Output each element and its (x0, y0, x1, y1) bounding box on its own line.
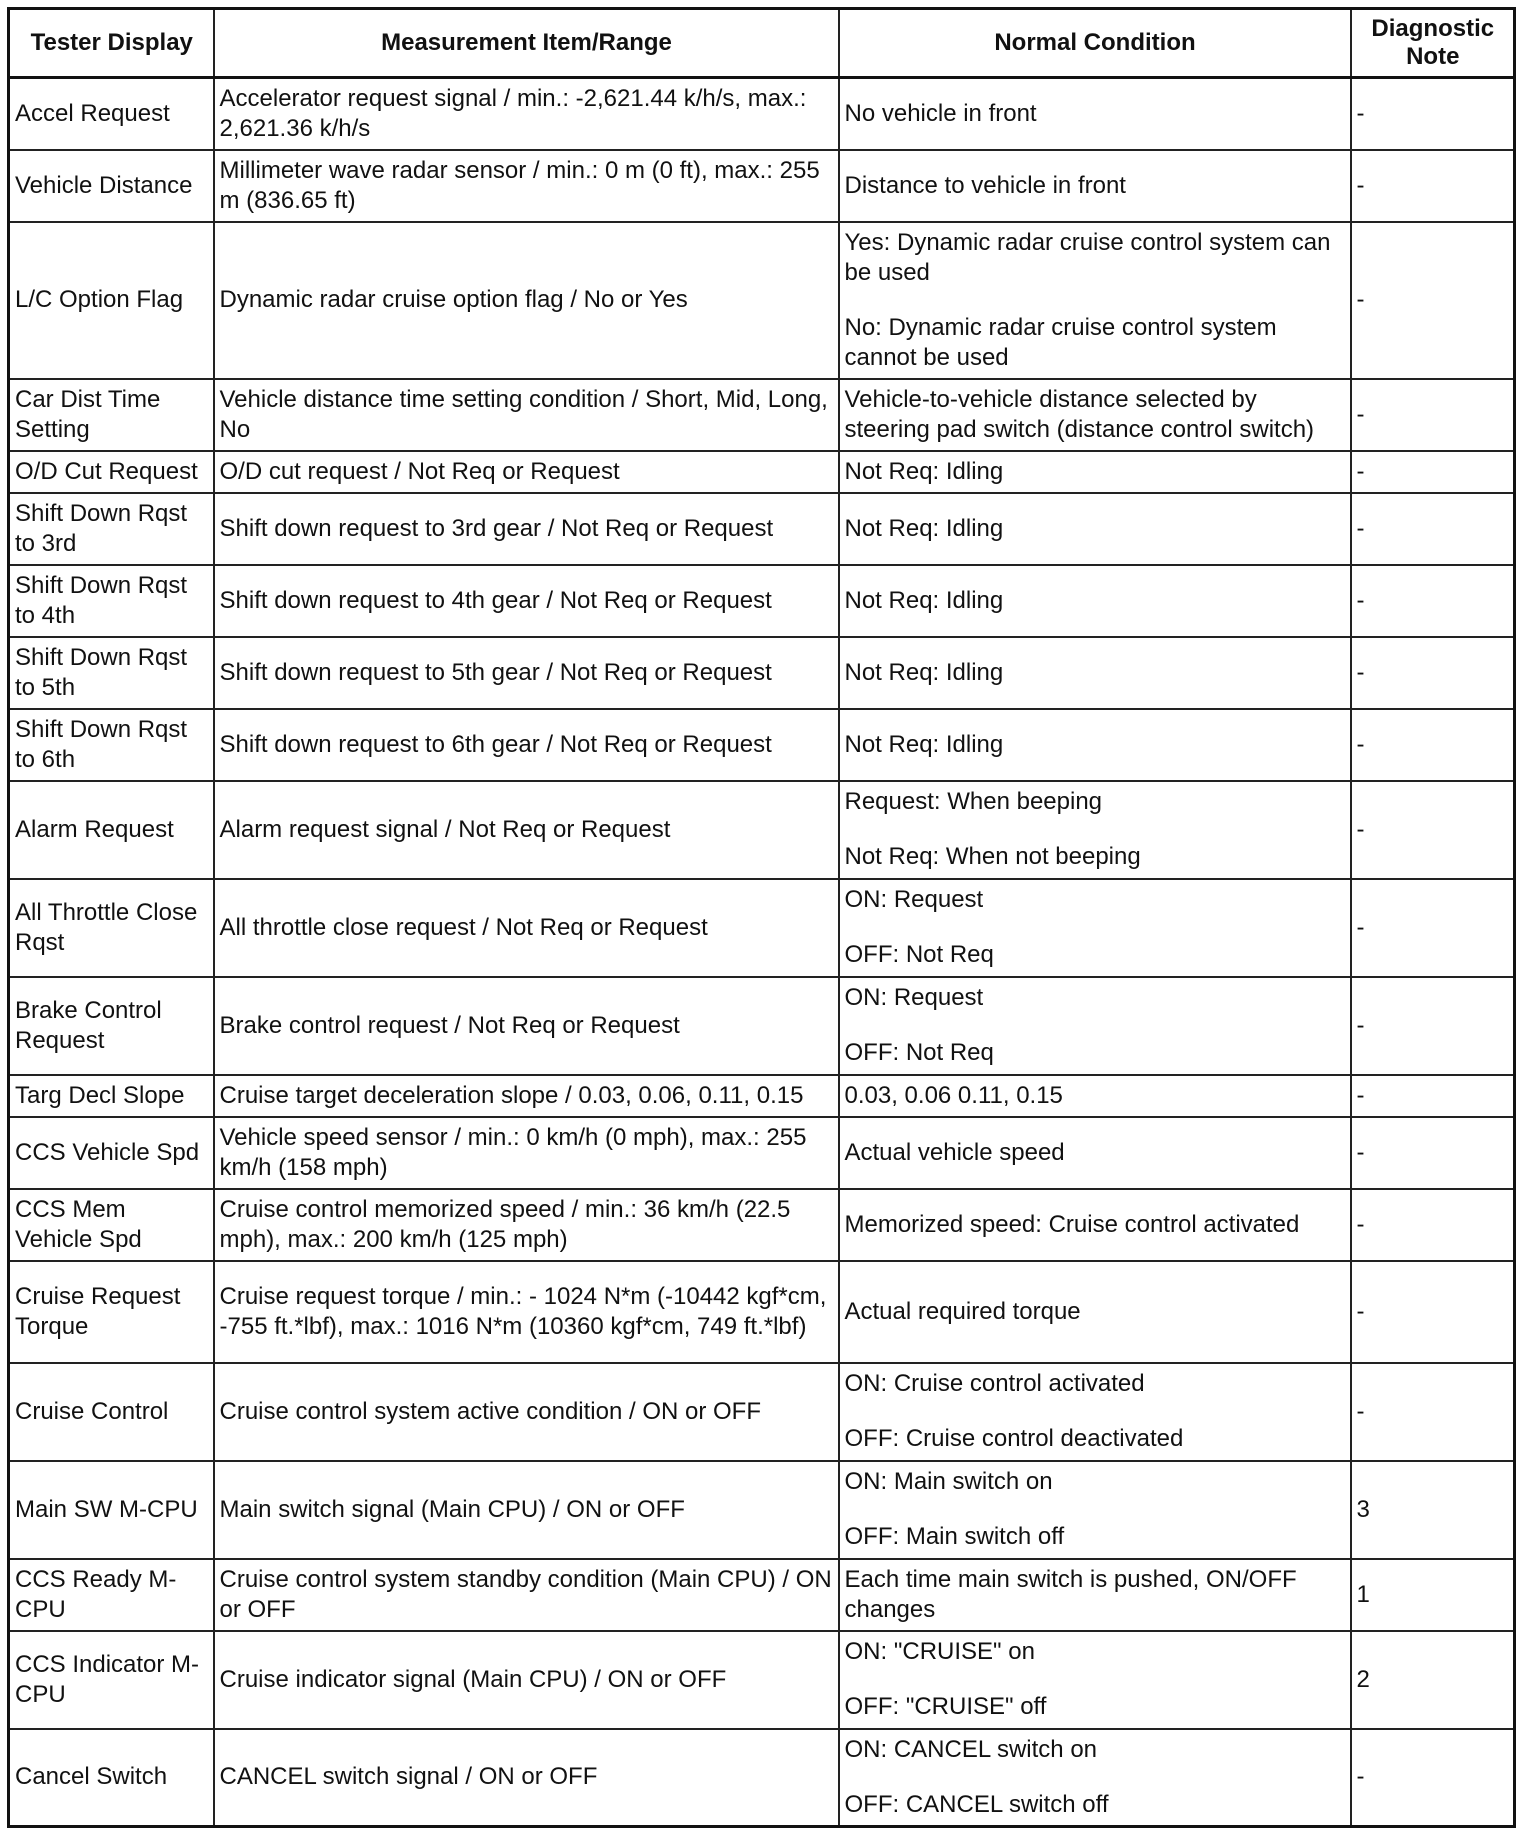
measurement-cell: CANCEL switch signal / ON or OFF (214, 1729, 839, 1827)
table-row (9, 78, 1515, 150)
tester-display-cell: Shift Down Rqst to 3rd (9, 493, 214, 565)
normal-condition-cell (839, 493, 1351, 565)
header-measurement-item: Measurement Item/Range (214, 9, 839, 78)
tester-display-cell: O/D Cut Request (9, 451, 214, 493)
normal-condition-cell (839, 1261, 1351, 1363)
normal-condition-cell (839, 781, 1351, 879)
measurement-cell: Cruise indicator signal (Main CPU) / ON or OFF (214, 1631, 839, 1729)
normal-condition-cell (839, 379, 1351, 451)
table-row (9, 1117, 1515, 1189)
tester-display-cell: CCS Indicator M-CPU (9, 1631, 214, 1729)
table-row (9, 1631, 1515, 1729)
normal-condition-line: Not Req: Idling (844, 457, 1004, 485)
measurement-cell: Shift down request to 3rd gear / Not Req or Request (214, 493, 839, 565)
normal-condition-line: Not Req: When not beeping (844, 843, 1141, 870)
diagnostic-note-cell: - (1351, 451, 1515, 493)
table-body (9, 78, 1515, 1827)
normal-condition-cell (839, 1559, 1351, 1631)
table-header-row (9, 9, 1515, 78)
tester-display-cell: Cruise Control (9, 1363, 214, 1461)
normal-condition-cell (839, 451, 1351, 493)
normal-condition-line: No: Dynamic radar cruise control system cannot be used (844, 313, 1277, 371)
measurement-cell: Brake control request / Not Req or Request (214, 977, 839, 1075)
normal-condition-line: OFF: CANCEL switch off (844, 1790, 1109, 1818)
diagnostic-note-cell: - (1351, 709, 1515, 781)
normal-condition-line: 0.03, 0.06 0.11, 0.15 (844, 1081, 1063, 1109)
diagnostic-note-cell: - (1351, 222, 1515, 379)
tester-display-cell: Targ Decl Slope (9, 1075, 214, 1117)
normal-condition-line: Vehicle-to-vehicle distance selected by steering pad switch (distance control switch) (844, 385, 1315, 443)
table-row (9, 222, 1515, 379)
normal-condition-line: Not Req: Idling (844, 730, 1004, 758)
table-row (9, 1261, 1515, 1363)
normal-condition-cell (839, 1075, 1351, 1117)
table-row (9, 1075, 1515, 1117)
diagnostic-note-cell: - (1351, 1261, 1515, 1363)
diagnostic-note-cell: - (1351, 1075, 1515, 1117)
tester-display-cell: Cruise Request Torque (9, 1261, 214, 1363)
measurement-cell: Vehicle speed sensor / min.: 0 km/h (0 mph), max.: 255 km/h (158 mph) (214, 1117, 839, 1189)
normal-condition-cell (839, 1461, 1351, 1559)
measurement-cell: Shift down request to 6th gear / Not Req or Request (214, 709, 839, 781)
tester-display-cell: Brake Control Request (9, 977, 214, 1075)
diagnostic-note-cell: - (1351, 1117, 1515, 1189)
measurement-cell: Cruise control system standby condition (Main CPU) / ON or OFF (214, 1559, 839, 1631)
measurement-cell: All throttle close request / Not Req or Request (214, 879, 839, 977)
table-row (9, 379, 1515, 451)
diagnostic-note-cell: - (1351, 1729, 1515, 1827)
measurement-cell: Cruise control system active condition / ON or OFF (214, 1363, 839, 1461)
diagnostic-note-cell: - (1351, 78, 1515, 150)
normal-condition-line: Actual vehicle speed (844, 1138, 1065, 1166)
measurement-cell: Alarm request signal / Not Req or Request (214, 781, 839, 879)
normal-condition-line: Not Req: Idling (844, 658, 1004, 686)
normal-condition-cell (839, 1189, 1351, 1261)
normal-condition-line: ON: Cruise control activated (844, 1370, 1145, 1397)
normal-condition-line: Request: When beeping (844, 788, 1103, 815)
normal-condition-line: Each time main switch is pushed, ON/OFF changes (844, 1565, 1297, 1623)
normal-condition-cell (839, 1631, 1351, 1729)
normal-condition-cell (839, 1729, 1351, 1827)
table-row (9, 565, 1515, 637)
header-diagnostic-note: Diagnostic Note (1351, 9, 1515, 78)
normal-condition-line: OFF: "CRUISE" off (844, 1693, 1047, 1720)
table-row (9, 781, 1515, 879)
diagnostic-note-cell: - (1351, 150, 1515, 222)
normal-condition-line: Memorized speed: Cruise control activated (844, 1210, 1300, 1238)
normal-condition-line: Yes: Dynamic radar cruise control system can be used (844, 228, 1331, 286)
table-row (9, 977, 1515, 1075)
normal-condition-cell (839, 1363, 1351, 1461)
normal-condition-cell (839, 78, 1351, 150)
tester-display-cell: Shift Down Rqst to 4th (9, 565, 214, 637)
normal-condition-line: OFF: Cruise control deactivated (844, 1425, 1184, 1452)
normal-condition-line: Not Req: Idling (844, 586, 1004, 614)
table-row (9, 1461, 1515, 1559)
normal-condition-line: ON: Request (844, 886, 984, 913)
normal-condition-line: OFF: Main switch off (844, 1523, 1065, 1550)
table-row (9, 1189, 1515, 1261)
normal-condition-cell (839, 565, 1351, 637)
data-list-table (7, 7, 1516, 1828)
measurement-cell: Cruise control memorized speed / min.: 36 km/h (22.5 mph), max.: 200 km/h (125 mph) (214, 1189, 839, 1261)
normal-condition-cell (839, 222, 1351, 379)
tester-display-cell: CCS Ready M-CPU (9, 1559, 214, 1631)
tester-display-cell: L/C Option Flag (9, 222, 214, 379)
table-row (9, 1559, 1515, 1631)
tester-display-cell: Car Dist Time Setting (9, 379, 214, 451)
table-row (9, 1363, 1515, 1461)
table-row (9, 150, 1515, 222)
normal-condition-line: Distance to vehicle in front (844, 171, 1126, 199)
data-list-sheet (7, 7, 1513, 1828)
table-row (9, 879, 1515, 977)
measurement-cell: Cruise target deceleration slope / 0.03, 0.06, 0.11, 0.15 (214, 1075, 839, 1117)
tester-display-cell: Alarm Request (9, 781, 214, 879)
tester-display-cell: Vehicle Distance (9, 150, 214, 222)
header-normal-condition: Normal Condition (839, 9, 1351, 78)
table-row (9, 637, 1515, 709)
normal-condition-line: OFF: Not Req (844, 941, 994, 968)
tester-display-cell: Shift Down Rqst to 5th (9, 637, 214, 709)
normal-condition-cell (839, 1117, 1351, 1189)
diagnostic-note-cell: - (1351, 493, 1515, 565)
measurement-cell: Main switch signal (Main CPU) / ON or OFF (214, 1461, 839, 1559)
diagnostic-note-cell: - (1351, 637, 1515, 709)
diagnostic-note-cell: - (1351, 977, 1515, 1075)
tester-display-cell: Cancel Switch (9, 1729, 214, 1827)
diagnostic-note-cell: 2 (1351, 1631, 1515, 1729)
table-row (9, 451, 1515, 493)
measurement-cell: O/D cut request / Not Req or Request (214, 451, 839, 493)
table-row (9, 1729, 1515, 1827)
measurement-cell: Vehicle distance time setting condition / Short, Mid, Long, No (214, 379, 839, 451)
diagnostic-note-cell: - (1351, 379, 1515, 451)
measurement-cell: Shift down request to 5th gear / Not Req or Request (214, 637, 839, 709)
tester-display-cell: Accel Request (9, 78, 214, 150)
header-tester-display: Tester Display (9, 9, 214, 78)
diagnostic-note-cell: - (1351, 565, 1515, 637)
normal-condition-cell (839, 150, 1351, 222)
diagnostic-note-cell: 1 (1351, 1559, 1515, 1631)
normal-condition-line: ON: CANCEL switch on (844, 1735, 1098, 1763)
diagnostic-note-cell: - (1351, 781, 1515, 879)
normal-condition-line: Not Req: Idling (844, 514, 1004, 542)
normal-condition-line: ON: Request (844, 984, 984, 1011)
measurement-cell: Shift down request to 4th gear / Not Req or Request (214, 565, 839, 637)
normal-condition-line: Actual required torque (844, 1297, 1081, 1325)
normal-condition-line: ON: Main switch on (844, 1468, 1053, 1495)
normal-condition-cell (839, 709, 1351, 781)
tester-display-cell: CCS Mem Vehicle Spd (9, 1189, 214, 1261)
diagnostic-note-cell: - (1351, 1363, 1515, 1461)
normal-condition-line: ON: "CRUISE" on (844, 1638, 1035, 1665)
normal-condition-line: OFF: Not Req (844, 1039, 994, 1066)
tester-display-cell: All Throttle Close Rqst (9, 879, 214, 977)
tester-display-cell: Shift Down Rqst to 6th (9, 709, 214, 781)
tester-display-cell: Main SW M-CPU (9, 1461, 214, 1559)
normal-condition-line: No vehicle in front (844, 99, 1037, 127)
measurement-cell: Cruise request torque / min.: - 1024 N*m (-10442 kgf*cm, -755 ft.*lbf), max.: 1016 N*m (10360 kgf*cm, 749 ft.*lbf) (214, 1261, 839, 1363)
normal-condition-cell (839, 977, 1351, 1075)
tester-display-cell: CCS Vehicle Spd (9, 1117, 214, 1189)
measurement-cell: Millimeter wave radar sensor / min.: 0 m (0 ft), max.: 255 m (836.65 ft) (214, 150, 839, 222)
table-row (9, 493, 1515, 565)
measurement-cell: Accelerator request signal / min.: -2,621.44 k/h/s, max.: 2,621.36 k/h/s (214, 78, 839, 150)
diagnostic-note-cell: 3 (1351, 1461, 1515, 1559)
measurement-cell: Dynamic radar cruise option flag / No or Yes (214, 222, 839, 379)
normal-condition-cell (839, 637, 1351, 709)
normal-condition-cell (839, 879, 1351, 977)
diagnostic-note-cell: - (1351, 1189, 1515, 1261)
table-row (9, 709, 1515, 781)
diagnostic-note-cell: - (1351, 879, 1515, 977)
